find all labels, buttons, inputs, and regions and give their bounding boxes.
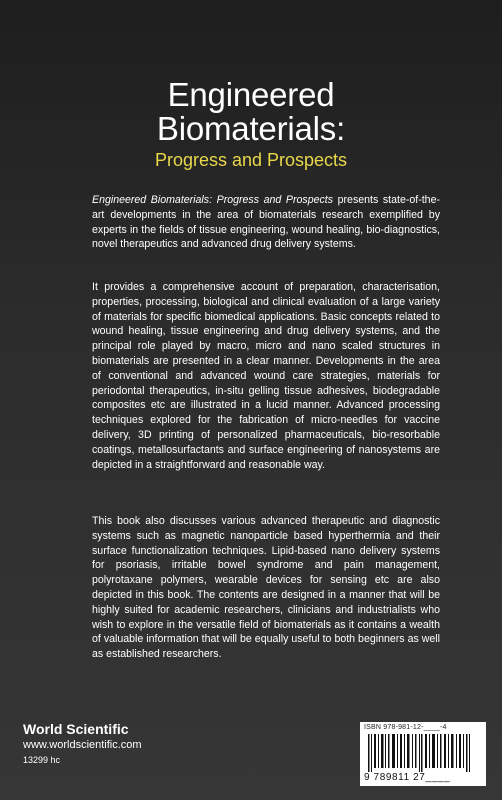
isbn-text: ISBN 978-981-12-____-4 <box>364 724 447 731</box>
publisher-name: World Scientific <box>23 721 129 737</box>
title-line-2: Biomaterials: <box>156 110 346 147</box>
book-title-italic: Engineered Biomaterials: Progress and Prospects <box>92 194 334 206</box>
blurb-paragraph-2: It provides a comprehensive account of preparation, characterisation, properties, processing, biological and clinical evaluation of a large variety of materials for specific biomedical applications. Basic concepts related to wound healing, tissue engineering and drug delivery systems, and the principal role played by macro, micro and nano scaled structures in biomaterials are presented in a clear manner. Developments in the area of conventional and advanced wound care strategies, materials for periodontal therapeutics, in-situ gelling tissue adhesives, biodegradable composites etc are illustrated in a lucid manner. Advanced processing techniques explored for the fabrication of micro-needles for vaccine delivery, 3D printing of personalized pharmaceuticals, bio-resorbable coatings, metallosurfactants and surface engineering of nanosystems are depicted in a straightforward and reasonable way. <box>92 281 440 471</box>
publisher-code: 13299 hc <box>23 755 61 765</box>
title-block <box>0 78 502 172</box>
blurb-paragraph-3: This book also discusses various advanced therapeutic and diagnostic systems such as magnetic nanoparticle based hyperthermia and their surface functionalization techniques. Lipid-based nano delivery systems for psoriasis, irritable bowel syndrome and pain management, polyrotaxane polymers, wearable devices for sensing etc are also depicted in this book. The contents are designed in a manner that will be highly suited for academic researchers, clinicians and industrialists who wish to explore in the versatile field of biomaterials as it contains a wealth of valuable information that will be equally useful to both beginners as well as established researchers. <box>92 515 440 661</box>
blurb-paragraph-1 <box>92 193 440 252</box>
subtitle: Progress and Prospects <box>154 150 348 170</box>
barcode <box>360 722 486 786</box>
publisher-url: www.worldscientific.com <box>23 739 142 751</box>
publisher-block <box>23 720 142 766</box>
barcode-digits: 9 789811 27____ <box>364 772 451 783</box>
title-line-1: Engineered <box>167 76 335 113</box>
barcode-bars <box>368 734 478 772</box>
blurb-paragraph-1-text: presents state-of-the-art developments in the area of biomaterials research exemplified by experts in the fields of tissue engineering, wound healing, bio-diagnostics, novel therapeutics and advanced drug delivery systems. <box>92 194 440 251</box>
